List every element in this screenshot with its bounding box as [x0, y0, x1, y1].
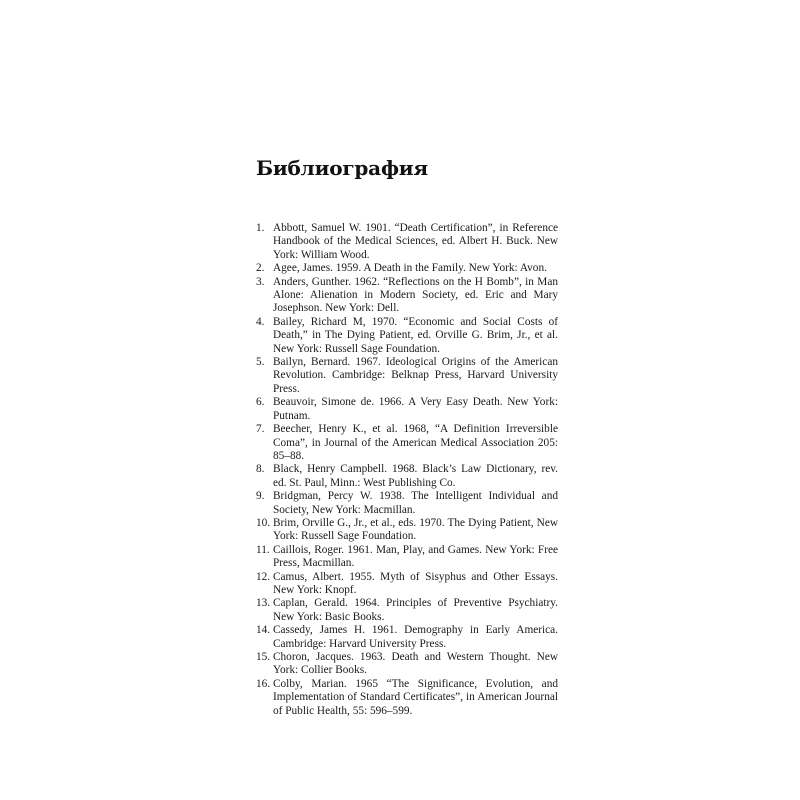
bibliography-entry: [256, 396, 558, 423]
bibliography-entry: [256, 356, 558, 396]
entry-text: Camus, Albert. 1955. Myth of Sisyphus and Other Essays. New York: Knopf.: [273, 570, 558, 596]
entry-text: Beecher, Henry K., et al. 1968, “A Definition Irreversible Coma”, in Journal of the American Medical Association 205: 85–88.: [273, 423, 558, 462]
page-title: Библиография: [256, 156, 428, 180]
bibliography-entry: [256, 276, 558, 316]
entry-number: 3.: [256, 275, 265, 288]
bibliography-entry: [256, 517, 558, 544]
entry-text: Caplan, Gerald. 1964. Principles of Preventive Psychiatry. New York: Basic Books.: [273, 597, 558, 623]
entry-text: Choron, Jacques. 1963. Death and Western Thought. New York: Collier Books.: [273, 651, 558, 677]
bibliography-entry: [256, 544, 558, 571]
bibliography-entry: [256, 651, 558, 678]
entry-number: 11.: [256, 543, 270, 556]
bibliography-entry: [256, 597, 558, 624]
entry-text: Beauvoir, Simone de. 1966. A Very Easy Death. New York: Putnam.: [273, 396, 558, 422]
entry-text: Black, Henry Campbell. 1968. Black’s Law Dictionary, rev. ed. St. Paul, Minn.: West Publishing Co.: [273, 463, 558, 489]
entry-number: 9.: [256, 490, 265, 503]
bibliography-entry: [256, 262, 558, 275]
entry-text: Bridgman, Percy W. 1938. The Intelligent Individual and Society, New York: Macmillan.: [273, 490, 558, 516]
bibliography-entry: [256, 490, 558, 517]
entry-text: Bailey, Richard M, 1970. “Economic and Social Costs of Death,” in The Dying Patient, ed. Orville G. Brim, Jr., et al. New York: Russell Sage Foundation.: [273, 315, 558, 355]
entry-number: 16.: [256, 677, 271, 690]
entry-text: Brim, Orville G., Jr., et al., eds. 1970. The Dying Patient, New York: Russell Sage Foundation.: [273, 516, 558, 543]
entry-text: Abbott, Samuel W. 1901. “Death Certification”, in Reference Handbook of the Medical Sciences, ed. Albert H. Buck. New York: William Wood.: [273, 222, 558, 261]
bibliography-list: [256, 222, 558, 718]
bibliography-entry: [256, 222, 558, 262]
bibliography-entry: [256, 463, 558, 490]
entry-number: 7.: [256, 423, 265, 436]
entry-number: 14.: [256, 624, 271, 637]
entry-number: 12.: [256, 570, 271, 583]
entry-number: 15.: [256, 651, 271, 663]
entry-number: 2.: [256, 262, 265, 275]
entry-text: Anders, Gunther. 1962. “Reflections on the H Bomb”, in Man Alone: Alienation in Modern Society, ed. Eric and Mary Josephson. New York: Dell.: [273, 275, 558, 315]
entry-text: Cassedy, James H. 1961. Demography in Early America. Cambridge: Harvard University Press.: [273, 624, 558, 650]
bibliography-entry: [256, 678, 558, 718]
entry-number: 4.: [256, 315, 265, 328]
entry-number: 8.: [256, 463, 265, 476]
entry-number: 1.: [256, 222, 265, 234]
entry-text: Caillois, Roger. 1961. Man, Play, and Games. New York: Free Press, Macmillan.: [273, 543, 558, 570]
entry-text: Agee, James. 1959. A Death in the Family. New York: Avon.: [273, 262, 547, 275]
bibliography-entry: [256, 624, 558, 651]
entry-number: 10.: [256, 516, 271, 529]
entry-text: Colby, Marian. 1965 “The Significance, Evolution, and Implementation of Standard Certificates”, in American Journal of Public Health, 55: 596–599.: [273, 677, 558, 717]
bibliography-entry: [256, 571, 558, 598]
entry-number: 6.: [256, 396, 265, 409]
bibliography-entry: [256, 423, 558, 463]
entry-number: 13.: [256, 597, 271, 610]
entry-number: 5.: [256, 356, 265, 369]
entry-text: Bailyn, Bernard. 1967. Ideological Origins of the American Revolution. Cambridge: Belknap Press, Harvard University Press.: [273, 356, 558, 395]
bibliography-entry: [256, 316, 558, 356]
